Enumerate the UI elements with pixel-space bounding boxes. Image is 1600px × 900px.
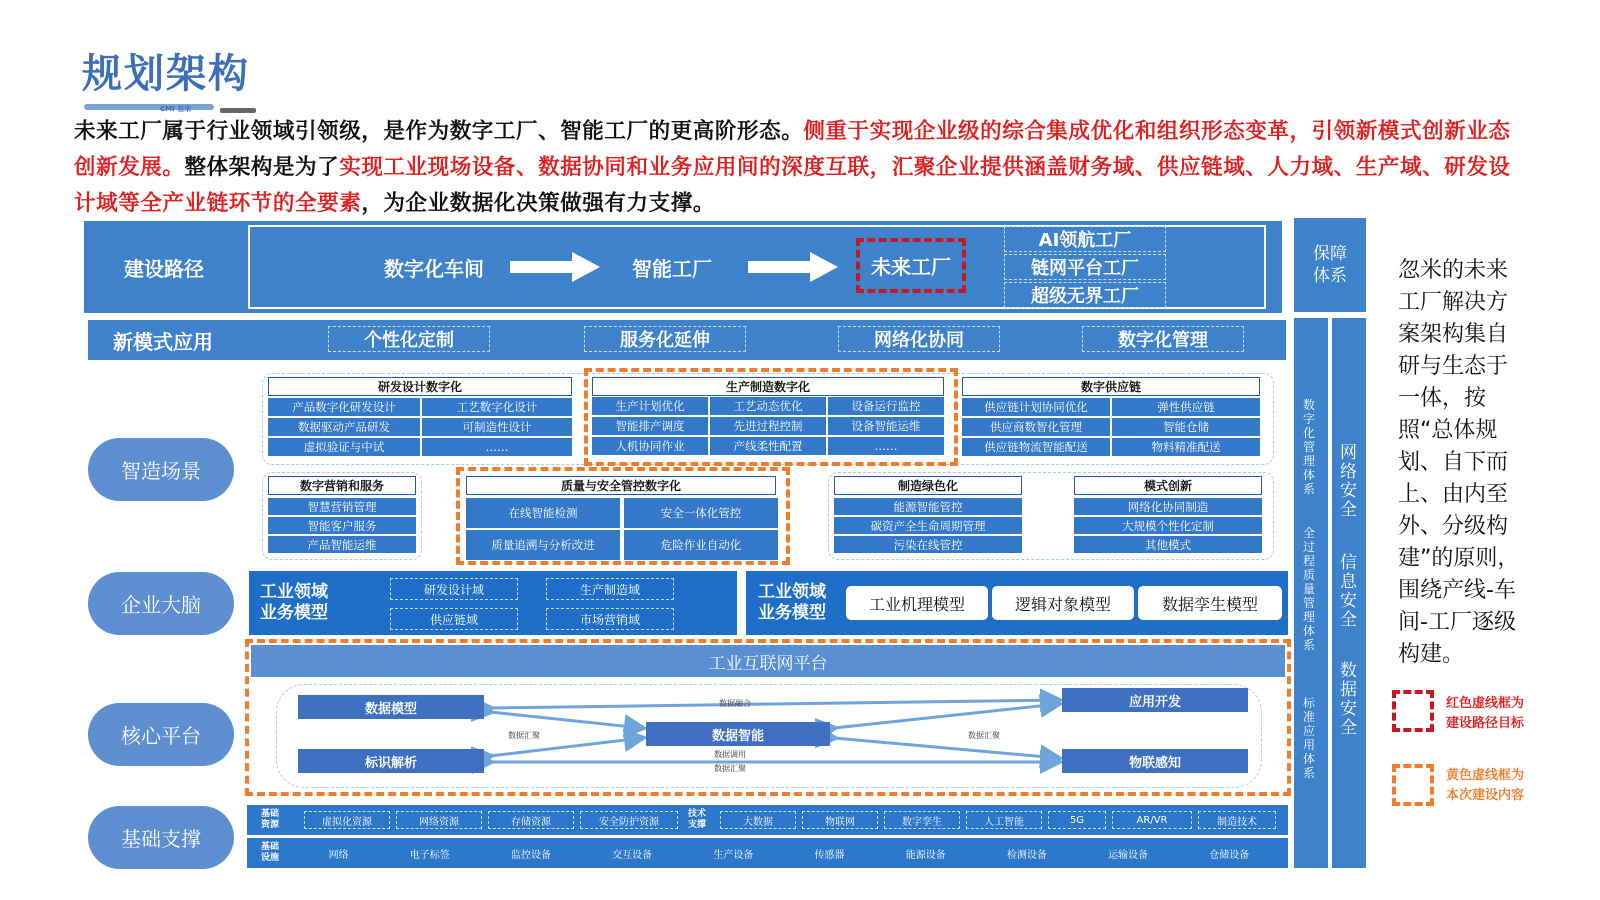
brain-domain: 供应链域 <box>390 608 518 630</box>
solution-note: 忽米的未来工厂解决方案架构集自研与生态于一体，按照“总体规划、自下而上、由内至外、分级构建”的原则，围绕产线-车间-工厂逐级构建。 <box>1398 258 1520 667</box>
scene-cell: 智能仓储 <box>1112 418 1260 436</box>
scene-cell: 质量追溯与分析改进 <box>466 530 620 560</box>
guarantee-title: 保障 体系 <box>1313 244 1347 286</box>
base-tech-item: 人工智能 <box>966 811 1042 829</box>
edge-label: 数据汇聚 <box>508 730 540 740</box>
legend-red-label: 红色虚线框为 建设路径目标 <box>1446 696 1525 731</box>
guarantee-item: 标准应用体系 <box>1303 696 1316 780</box>
legend-orange-label: 黄色虚线框为 本次建设内容 <box>1446 768 1525 803</box>
intro-text-5: ，为企业数据化决策做强有力支撑。 <box>361 191 715 216</box>
scene-cell: 设备运行监控 <box>828 397 944 415</box>
base-tech-item: 数字孪生 <box>884 811 960 829</box>
scene-title-mfg: 生产制造数字化 <box>592 377 944 396</box>
base-tech-item: AR/VR <box>1112 811 1192 829</box>
base-tech-item: 制造技术 <box>1198 811 1276 829</box>
newmode-item: 数字化管理 <box>1082 326 1244 352</box>
base-tech-item: 物联网 <box>802 811 878 829</box>
base-fac-item: 监控设备 <box>510 849 551 861</box>
base-fac-item: 交互设备 <box>612 849 653 861</box>
platform-node: 数据智能 <box>646 722 830 746</box>
newmode-item: 个性化定制 <box>328 326 490 352</box>
base-fac-list <box>298 844 1280 862</box>
scene-title-mode: 模式创新 <box>1074 476 1262 495</box>
brain-domain: 生产制造域 <box>546 578 674 600</box>
legend-red-swatch <box>1392 690 1434 732</box>
scene-cell: 能源智能管控 <box>834 498 1022 515</box>
path-label: 建设路径 <box>124 256 204 281</box>
base-fac-item: 生产设备 <box>713 849 754 861</box>
scene-cell: 网络化协同制造 <box>1074 498 1262 515</box>
scene-cell: 工艺动态优化 <box>710 397 826 415</box>
scene-cell: 供应链计划协同优化 <box>962 398 1110 416</box>
scene-cell: 物料精准配送 <box>1112 438 1260 456</box>
edge-label: 数据调用 <box>714 749 746 759</box>
scene-cell: 可制造性设计 <box>422 418 572 436</box>
row-label-platform: 核心平台 <box>88 703 234 766</box>
base-res-item: 网络资源 <box>396 811 482 829</box>
base-fac-item: 电子标签 <box>409 849 450 861</box>
brain-model: 数据孪生模型 <box>1138 586 1282 620</box>
scene-cell: 危险作业自动化 <box>624 530 778 560</box>
base-fac-item: 传感器 <box>814 849 845 861</box>
brand-logo: CMI 忽米 <box>160 105 192 113</box>
edge-label: 数据融合 <box>719 698 751 708</box>
brain-right-title: 工业领域 业务模型 <box>758 582 826 623</box>
scene-cell: 污染在线管控 <box>834 536 1022 553</box>
scene-cell: 先进过程控制 <box>710 417 826 435</box>
base-res-label: 基础 资源 <box>260 809 279 830</box>
base-tech-item: 5G <box>1048 811 1106 829</box>
guarantee-item: 网络安全 <box>1340 443 1357 520</box>
scene-cell: 安全一体化管控 <box>624 498 778 528</box>
scene-cell: 虚拟验证与中试 <box>268 438 420 456</box>
base-res-item: 存储资源 <box>488 811 574 829</box>
platform-node: 标识解析 <box>298 749 484 773</box>
scene-cell: 设备智能运维 <box>828 417 944 435</box>
scene-title-qa: 质量与安全管控数字化 <box>466 476 776 495</box>
row-label-base: 基础支撑 <box>88 806 234 869</box>
target-ai: AI领航工厂 <box>1004 226 1166 252</box>
base-fac-item: 仓储设备 <box>1209 849 1250 861</box>
guarantee-item: 数据安全 <box>1340 661 1357 738</box>
base-tech-label: 技术 支撑 <box>687 809 706 830</box>
guarantee-item: 数字化管理体系 <box>1303 398 1316 496</box>
scene-cell: 产品智能运维 <box>268 536 416 553</box>
row-label-brain: 企业大脑 <box>88 572 234 635</box>
base-fac-item: 能源设备 <box>905 849 946 861</box>
scene-cell: 生产计划优化 <box>592 397 708 415</box>
scene-cell: 产线柔性配置 <box>710 437 826 455</box>
base-res-item: 虚拟化资源 <box>304 811 390 829</box>
scene-cell: 大规模个性化定制 <box>1074 517 1262 534</box>
scene-cell: 弹性供应链 <box>1112 398 1260 416</box>
scene-cell: …… <box>828 437 944 455</box>
scene-title-rd: 研发设计数字化 <box>268 377 572 396</box>
base-res-item: 安全防护资源 <box>580 811 678 829</box>
platform-node: 数据模型 <box>298 695 484 719</box>
target-chain: 链网平台工厂 <box>1004 254 1166 280</box>
page-title: 规划架构 <box>82 51 250 97</box>
platform-header: 工业互联网平台 <box>251 645 1285 677</box>
edge-label: 数据汇聚 <box>968 730 1000 740</box>
intro-text-4: 实现工业现场设备、数据协同和业务应用间的深度互联，汇聚企业提供涵盖财务域、供应链域、人力域、生产域、研发设计域等全产业链环节的全要素 <box>74 155 1511 216</box>
scene-title-sc: 数字供应链 <box>962 377 1260 396</box>
base-fac-item: 运输设备 <box>1108 849 1149 861</box>
future-factory-target: 未来工厂 <box>856 238 966 293</box>
target-boundless: 超级无界工厂 <box>1004 282 1166 308</box>
brain-domain: 研发设计域 <box>390 578 518 600</box>
intro-text-1: 未来工厂属于行业领域引领级，是作为数字工厂、智能工厂的更高阶形态。 <box>74 119 804 144</box>
scene-title-mk: 数字营销和服务 <box>268 476 416 495</box>
base-fac-item: 检测设备 <box>1006 849 1047 861</box>
newmode-item: 网络化协同 <box>838 326 1000 352</box>
scene-cell: 智慧营销管理 <box>268 498 416 515</box>
scene-cell: 供应链物流智能配送 <box>962 438 1110 456</box>
scene-cell: 智能排产调度 <box>592 417 708 435</box>
newmode-item: 服务化延伸 <box>584 326 746 352</box>
path-step-2: 智能工厂 <box>632 256 712 281</box>
scene-cell: 在线智能检测 <box>466 498 620 528</box>
intro-text-3: 整体架构是为了 <box>184 155 340 180</box>
edge-label: 数据汇聚 <box>714 763 746 773</box>
brain-left-title: 工业领域 业务模型 <box>260 582 328 623</box>
scene-cell: 其他模式 <box>1074 536 1262 553</box>
brain-model: 逻辑对象模型 <box>992 586 1134 620</box>
scene-cell: 工艺数字化设计 <box>422 398 572 416</box>
path-step-1: 数字化车间 <box>384 256 484 281</box>
scene-cell: …… <box>422 438 572 456</box>
base-fac-label: 基础 设施 <box>260 842 279 863</box>
scene-cell: 数据驱动产品研发 <box>268 418 420 436</box>
guarantee-item: 全过程质量管理体系 <box>1303 526 1316 652</box>
scene-cell: 产品数字化研发设计 <box>268 398 420 416</box>
legend-orange-swatch <box>1392 764 1434 806</box>
brain-model: 工业机理模型 <box>846 586 988 620</box>
brain-domain: 市场营销域 <box>546 608 674 630</box>
base-tech-item: 大数据 <box>720 811 796 829</box>
intro-text-2: 侧重于实现企业级的综合集成优化和组织形态变革，引领新模式创新业态创新发展。 <box>74 119 1511 180</box>
guarantee-item: 信息安全 <box>1340 553 1357 630</box>
scene-title-green: 制造绿色化 <box>834 476 1022 495</box>
scene-cell: 人机协同作业 <box>592 437 708 455</box>
platform-node: 应用开发 <box>1062 688 1248 712</box>
scene-cell: 碳资产全生命周期管理 <box>834 517 1022 534</box>
scene-cell: 智能客户服务 <box>268 517 416 534</box>
base-fac-item: 网络 <box>328 849 349 861</box>
scene-cell: 供应商数智化管理 <box>962 418 1110 436</box>
platform-node: 物联感知 <box>1062 749 1248 773</box>
newmode-label: 新模式应用 <box>113 329 213 354</box>
row-label-scenes: 智造场景 <box>88 438 234 501</box>
